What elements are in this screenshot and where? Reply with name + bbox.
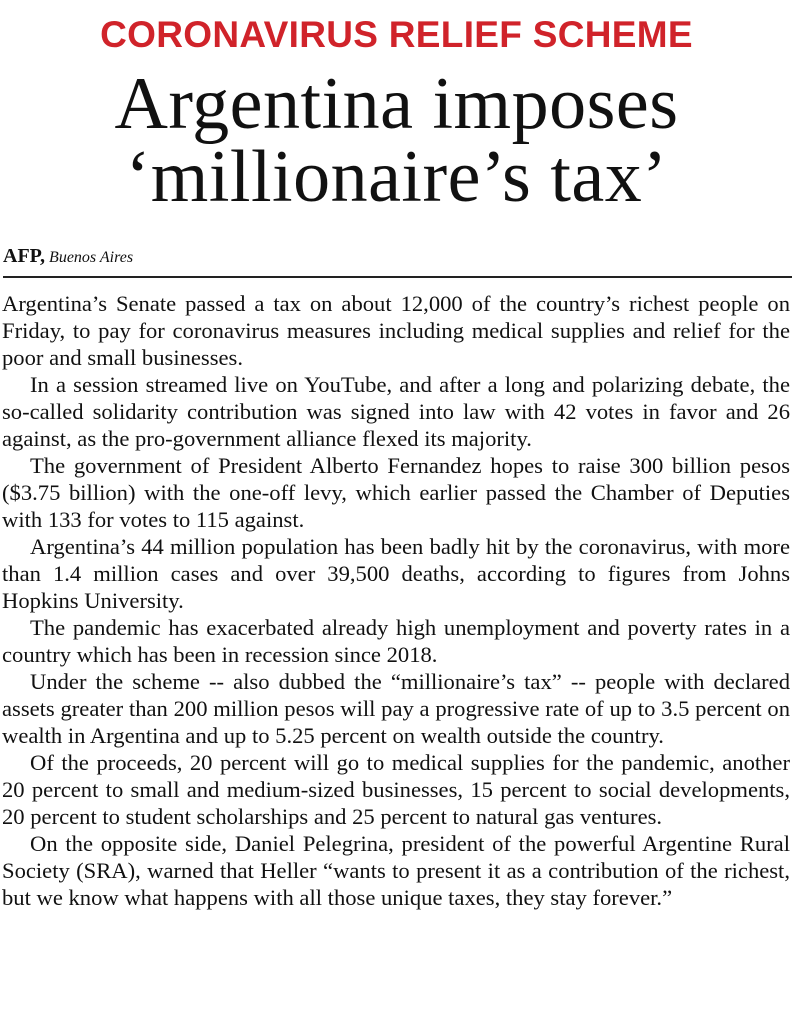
paragraph-1: Argentina’s Senate passed a tax on about 12,000 of the country’s richest people on Friday, to pay for coronavirus measures including medical supplies and relief for the poor and small businesses. (2, 291, 790, 370)
article-body (2, 290, 790, 911)
byline-divider (3, 276, 792, 278)
paragraph-3: The government of President Alberto Fernandez hopes to raise 300 billion pesos ($3.75 billion) with the one-off levy, which earlier passed the Chamber of Deputies with 133 for votes to 115 against. (2, 453, 790, 532)
byline (3, 244, 133, 270)
headline-line-2: ‘millionaire’s tax’ (125, 136, 668, 218)
paragraph-2: In a session streamed live on YouTube, and after a long and polarizing debate, the so-called solidarity contribution was signed into law with 42 votes in favor and 26 against, as the pro-government alliance flexed its majority. (2, 372, 790, 451)
paragraph-4: Argentina’s 44 million population has been badly hit by the coronavirus, with more than 1.4 million cases and over 39,500 deaths, according to figures from Johns Hopkins University. (2, 534, 790, 613)
headline (0, 63, 793, 218)
byline-place: Buenos Aires (49, 249, 134, 266)
section-kicker: CORONAVIRUS RELIEF SCHEME (100, 14, 693, 55)
paragraph-6: Under the scheme -- also dubbed the “millionaire’s tax” -- people with declared assets greater than 200 million pesos will pay a progressive rate of up to 3.5 percent on wealth in Argentina and up to 5.25 percent on wealth outside the country. (2, 669, 790, 748)
paragraph-5: The pandemic has exacerbated already high unemployment and poverty rates in a country which has been in recession since 2018. (2, 615, 790, 667)
paragraph-7: Of the proceeds, 20 percent will go to medical supplies for the pandemic, another 20 percent to small and medium-sized businesses, 15 percent to social developments, 20 percent to student scholarships and 25 percent to natural gas ventures. (2, 750, 790, 829)
headline-line-1: Argentina imposes (114, 63, 679, 145)
byline-agency: AFP, (3, 245, 46, 267)
paragraph-8: On the opposite side, Daniel Pelegrina, president of the powerful Argentine Rural Society (SRA), warned that Heller “wants to present it as a contribution of the richest, but we know what happens with all those unique taxes, they stay forever.” (2, 831, 790, 910)
